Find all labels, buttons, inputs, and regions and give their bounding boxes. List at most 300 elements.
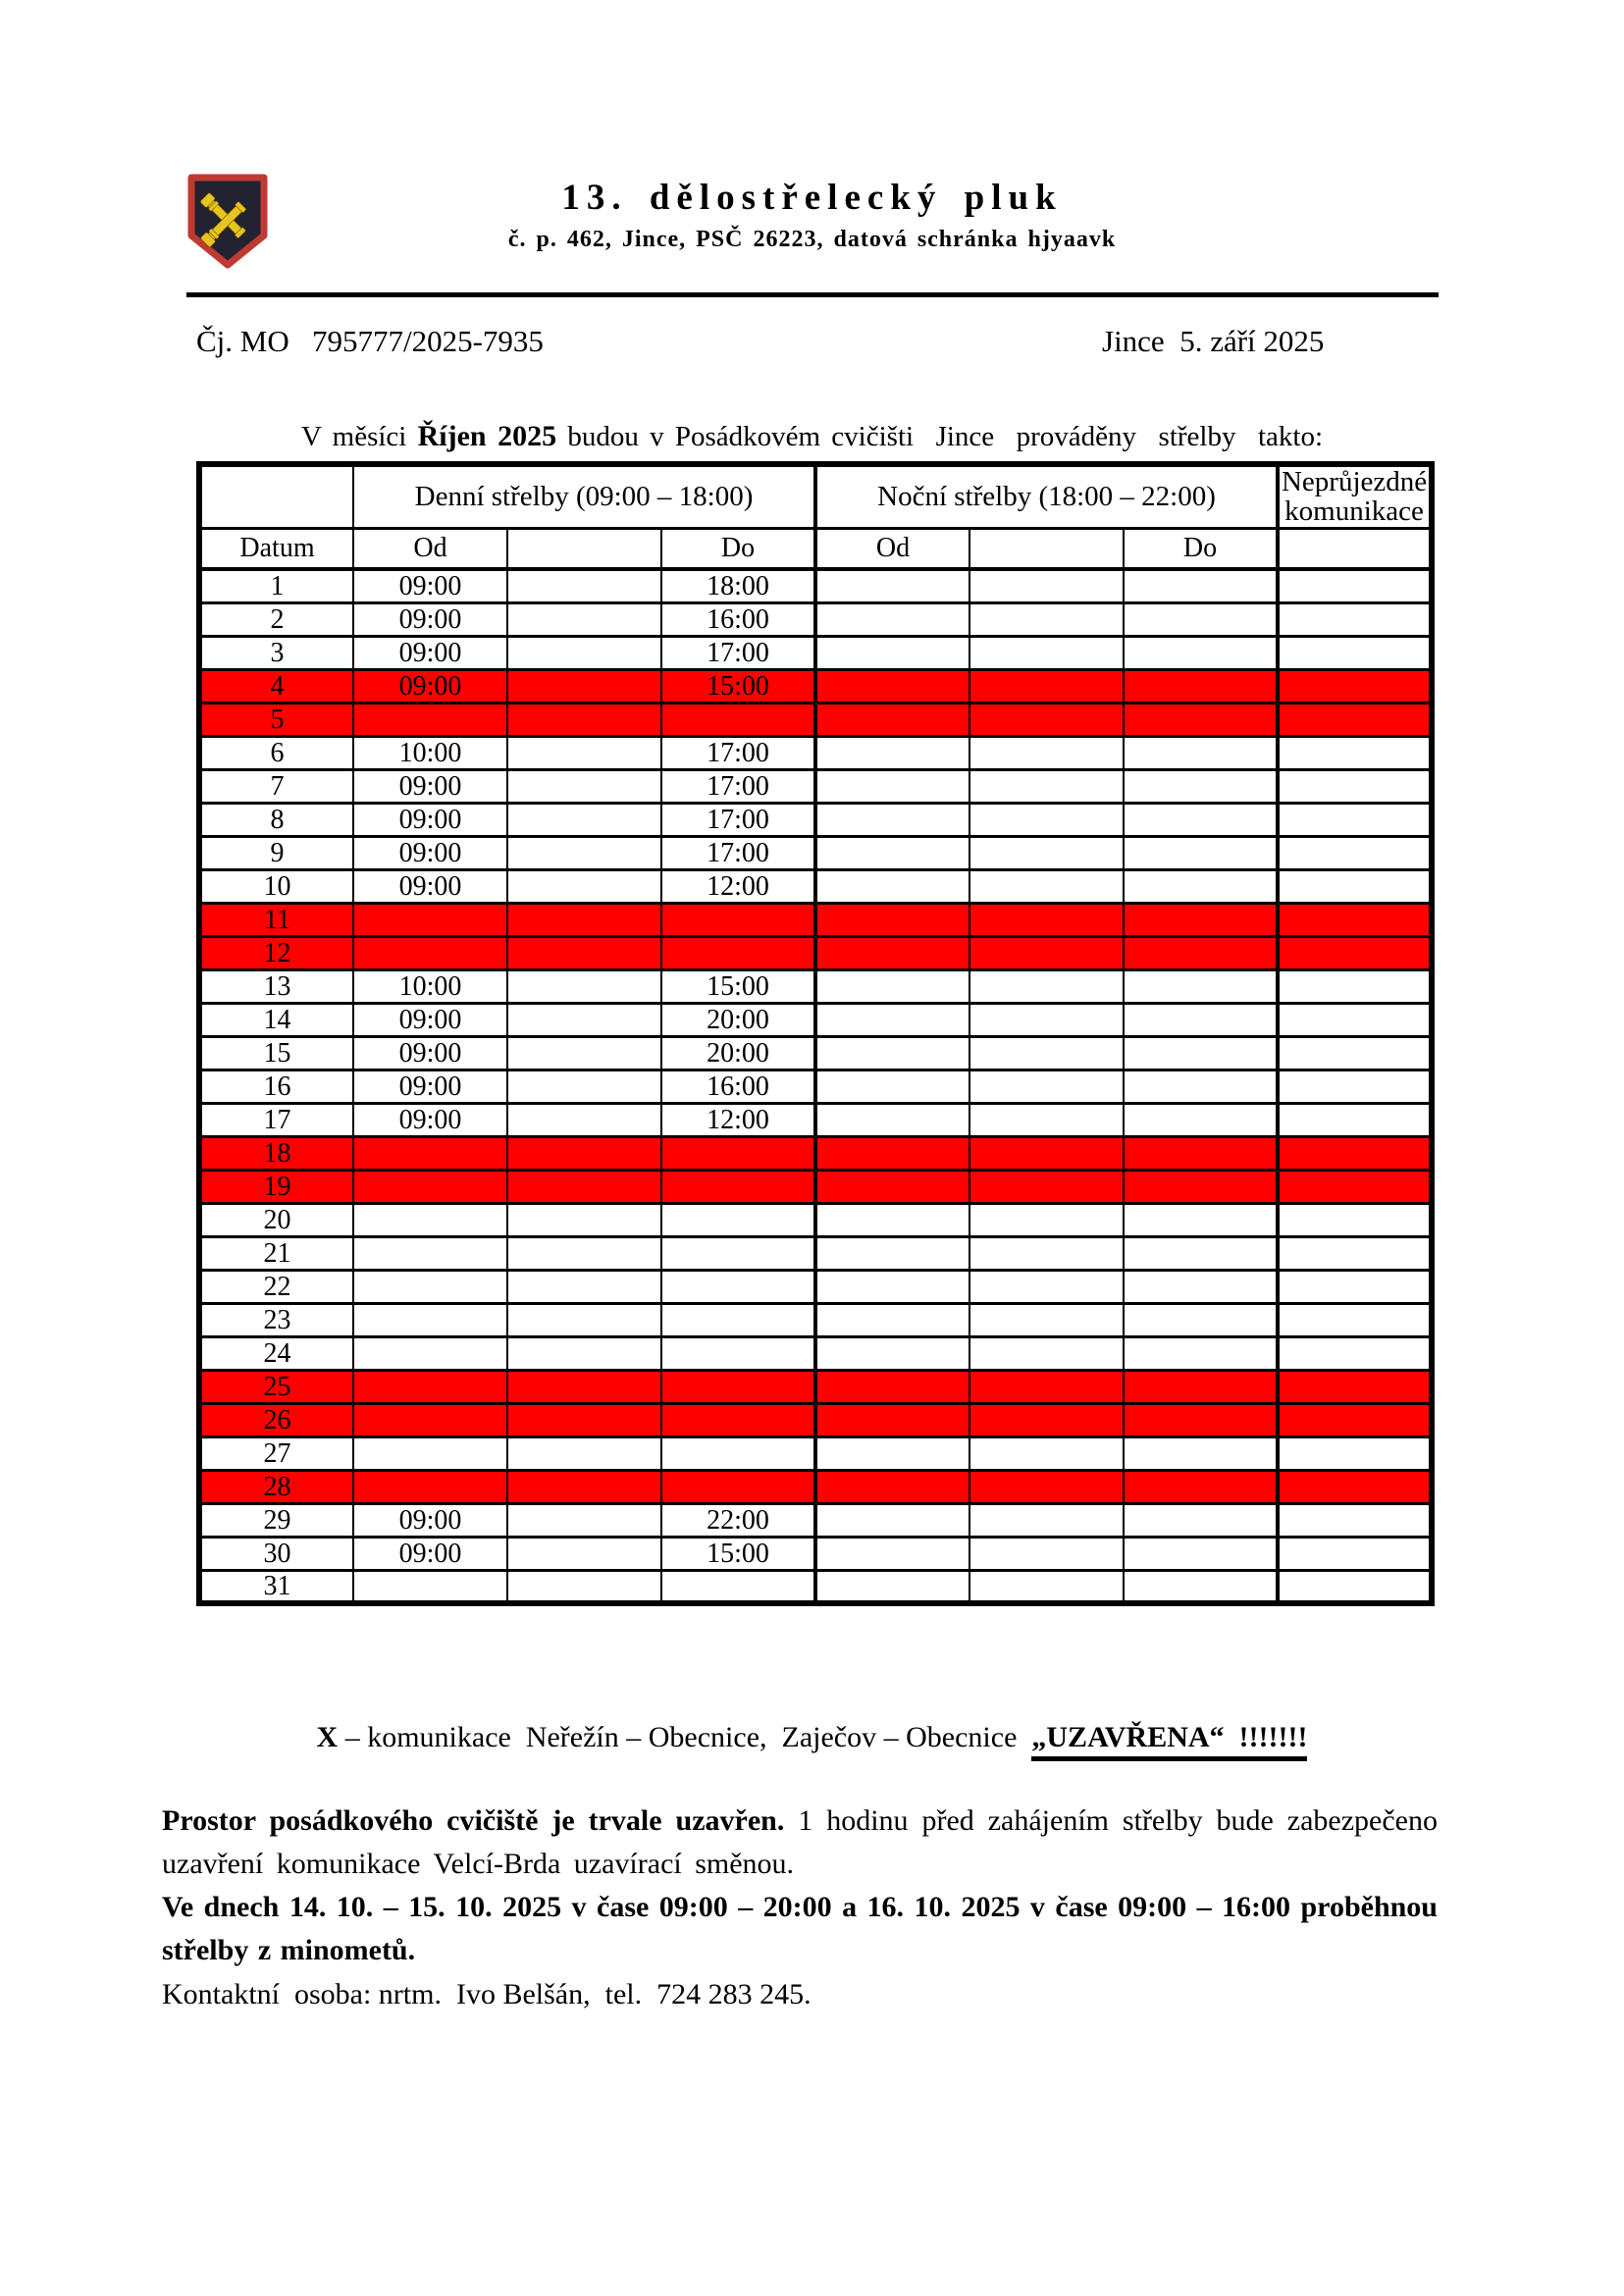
date-cell: 31 [199, 1570, 353, 1603]
night-od-cell [815, 736, 969, 769]
day-od-cell [353, 1370, 507, 1403]
night-mid-cell [969, 969, 1124, 1003]
date-cell: 11 [199, 903, 353, 936]
table-row [199, 969, 1432, 1003]
day-mid-cell [507, 1503, 661, 1537]
closure-paragraph [162, 1800, 1438, 1886]
day-od-cell [353, 1470, 507, 1503]
table-row [199, 1136, 1432, 1170]
impassable-cell [1278, 803, 1432, 836]
night-do-cell [1124, 1436, 1278, 1470]
date-cell: 7 [199, 769, 353, 803]
impassable-line2: komunikace [1284, 496, 1424, 528]
night-od-cell [815, 602, 969, 636]
date-cell: 17 [199, 1103, 353, 1136]
night-mid-cell [969, 1203, 1124, 1236]
night-mid-cell [969, 636, 1124, 669]
night-mid-cell [969, 1436, 1124, 1470]
night-od-cell [815, 636, 969, 669]
night-do-cell [1124, 936, 1278, 969]
night-do-cell [1124, 736, 1278, 769]
impassable-cell [1278, 602, 1432, 636]
night-mid-cell [969, 1470, 1124, 1503]
night-od-cell [815, 1370, 969, 1403]
date-cell: 5 [199, 703, 353, 736]
impassable-cell [1278, 1136, 1432, 1170]
night-do-cell [1124, 569, 1278, 602]
day-od-cell [353, 1170, 507, 1203]
night-od-cell [815, 969, 969, 1003]
impassable-cell [1278, 1503, 1432, 1537]
header-rule [186, 292, 1439, 297]
date-cell: 24 [199, 1336, 353, 1370]
table-row [199, 669, 1432, 703]
table-row [199, 736, 1432, 769]
impassable-cell [1278, 869, 1432, 903]
impassable-cell [1278, 1370, 1432, 1403]
night-od-header: Od [815, 528, 969, 569]
night-od-cell [815, 1537, 969, 1570]
day-od-cell [353, 1136, 507, 1170]
day-do-cell [661, 1236, 815, 1270]
night-mid-cell [969, 803, 1124, 836]
impassable-roads-header [1278, 464, 1432, 528]
night-mid-cell [969, 569, 1124, 602]
day-do-cell: 22:00 [661, 1503, 815, 1537]
contact-line: Kontaktní osoba: nrtm. Ivo Belšán, tel. 724 283 245. [162, 1978, 812, 2010]
day-mid-cell [507, 1203, 661, 1236]
night-do-cell [1124, 769, 1278, 803]
night-od-cell [815, 569, 969, 602]
night-od-cell [815, 1036, 969, 1070]
day-od-cell [353, 1303, 507, 1336]
day-mid-cell [507, 669, 661, 703]
table-row [199, 1336, 1432, 1370]
day-mid-cell [507, 1370, 661, 1403]
impassable-cell [1278, 1436, 1432, 1470]
table-row [199, 1203, 1432, 1236]
day-od-cell: 09:00 [353, 1036, 507, 1070]
night-mid-cell [969, 703, 1124, 736]
day-od-cell [353, 1570, 507, 1603]
night-mid-cell [969, 1537, 1124, 1570]
night-od-cell [815, 1503, 969, 1537]
table-row [199, 903, 1432, 936]
table-row [199, 1070, 1432, 1103]
day-mid-cell [507, 1236, 661, 1270]
day-do-cell [661, 1370, 815, 1403]
day-do-cell [661, 1470, 815, 1503]
impassable-cell [1278, 1336, 1432, 1370]
night-mid-cell [969, 936, 1124, 969]
day-od-cell [353, 936, 507, 969]
day-mid-cell [507, 1070, 661, 1103]
impassable-cell [1278, 769, 1432, 803]
day-do-cell [661, 1136, 815, 1170]
table-row [199, 1170, 1432, 1203]
day-mid-cell [507, 1270, 661, 1303]
night-mid-cell [969, 1270, 1124, 1303]
intro-prefix: V měsíci [300, 421, 418, 452]
table-row [199, 769, 1432, 803]
night-do-header: Do [1124, 528, 1278, 569]
day-mid-cell [507, 1170, 661, 1203]
night-od-cell [815, 769, 969, 803]
day-od-cell: 09:00 [353, 803, 507, 836]
day-do-cell [661, 1203, 815, 1236]
day-do-cell: 16:00 [661, 1070, 815, 1103]
schedule-table-wrapper [196, 461, 1435, 1606]
night-od-cell [815, 903, 969, 936]
impassable-cell [1278, 936, 1432, 969]
date-cell: 12 [199, 936, 353, 969]
date-cell: 2 [199, 602, 353, 636]
table-row [199, 869, 1432, 903]
day-od-cell: 10:00 [353, 736, 507, 769]
night-od-cell [815, 1336, 969, 1370]
x-symbol: X [316, 1721, 339, 1753]
night-do-cell [1124, 1470, 1278, 1503]
table-row [199, 936, 1432, 969]
night-od-cell [815, 703, 969, 736]
day-do-cell [661, 1336, 815, 1370]
day-mid-cell [507, 1403, 661, 1436]
day-od-cell [353, 1403, 507, 1436]
night-do-cell [1124, 1403, 1278, 1436]
date-cell: 16 [199, 1070, 353, 1103]
night-mid-cell [969, 1336, 1124, 1370]
day-od-cell [353, 1203, 507, 1236]
day-do-cell: 15:00 [661, 1537, 815, 1570]
night-mid-cell [969, 1570, 1124, 1603]
night-mid-cell [969, 869, 1124, 903]
date-cell: 22 [199, 1270, 353, 1303]
day-mid-cell [507, 1003, 661, 1036]
date-cell: 4 [199, 669, 353, 703]
table-row [199, 1036, 1432, 1070]
night-od-cell [815, 1103, 969, 1136]
date-cell: 21 [199, 1236, 353, 1270]
day-od-cell: 09:00 [353, 569, 507, 602]
table-row [199, 1436, 1432, 1470]
table-row [199, 1270, 1432, 1303]
day-od-header: Od [353, 528, 507, 569]
day-do-cell [661, 1303, 815, 1336]
date-cell: 23 [199, 1303, 353, 1336]
night-mid-cell [969, 769, 1124, 803]
intro-month: Říjen 2025 [417, 420, 557, 452]
day-mid-cell [507, 736, 661, 769]
night-do-cell [1124, 1103, 1278, 1136]
table-row [199, 1370, 1432, 1403]
date-cell: 19 [199, 1170, 353, 1203]
impassable-cell [1278, 1236, 1432, 1270]
day-mid-cell [507, 836, 661, 869]
table-row [199, 1403, 1432, 1436]
night-do-cell [1124, 636, 1278, 669]
day-do-cell: 18:00 [661, 569, 815, 602]
night-od-cell [815, 1436, 969, 1470]
place-and-date: Jince 5. září 2025 [1102, 324, 1325, 358]
day-mid-cell [507, 1303, 661, 1336]
closure-rest: 1 hodinu před zahájením střelby bude zabezpečeno uzavření komunikace Velcí-Brda uzavírací směnou. [162, 1804, 1438, 1880]
impassable-cell [1278, 569, 1432, 602]
impassable-cell [1278, 1303, 1432, 1336]
date-cell: 18 [199, 1136, 353, 1170]
night-mid-cell [969, 1236, 1124, 1270]
table-row [199, 836, 1432, 869]
night-do-cell [1124, 1236, 1278, 1270]
date-cell: 1 [199, 569, 353, 602]
night-do-cell [1124, 1570, 1278, 1603]
night-shooting-header: Noční střelby (18:00 – 22:00) [815, 464, 1278, 528]
date-cell: 14 [199, 1003, 353, 1036]
day-od-cell: 09:00 [353, 1003, 507, 1036]
day-od-cell [353, 1436, 507, 1470]
schedule-table-body [199, 569, 1432, 1603]
night-mid-cell [969, 1036, 1124, 1070]
closure-bold: Prostor posádkového cvičiště je trvale uzavřen. [162, 1804, 785, 1837]
day-od-cell: 09:00 [353, 669, 507, 703]
day-od-cell: 09:00 [353, 636, 507, 669]
day-do-cell [661, 1570, 815, 1603]
intro-line [0, 420, 1624, 453]
night-do-cell [1124, 1136, 1278, 1170]
day-mid-cell [507, 769, 661, 803]
day-do-cell: 16:00 [661, 602, 815, 636]
day-od-cell: 09:00 [353, 1537, 507, 1570]
day-mid-cell [507, 969, 661, 1003]
night-do-cell [1124, 1370, 1278, 1403]
day-do-cell [661, 1270, 815, 1303]
night-mid-cell [969, 1170, 1124, 1203]
table-row [199, 1236, 1432, 1270]
date-cell: 6 [199, 736, 353, 769]
table-group-header-row [199, 464, 1432, 528]
night-do-cell [1124, 1336, 1278, 1370]
impassable-cell [1278, 1470, 1432, 1503]
impassable-cell [1278, 703, 1432, 736]
table-subheader-row [199, 528, 1432, 569]
night-do-cell [1124, 1070, 1278, 1103]
night-mid-cell [969, 602, 1124, 636]
impassable-cell [1278, 1070, 1432, 1103]
night-od-cell [815, 869, 969, 903]
day-do-cell [661, 936, 815, 969]
day-do-cell [661, 903, 815, 936]
day-shooting-header: Denní střelby (09:00 – 18:00) [353, 464, 815, 528]
night-do-cell [1124, 869, 1278, 903]
day-do-cell: 15:00 [661, 969, 815, 1003]
schedule-table [196, 461, 1435, 1606]
night-od-cell [815, 1003, 969, 1036]
impassable-cell [1278, 1270, 1432, 1303]
day-od-cell [353, 1236, 507, 1270]
night-do-cell [1124, 1003, 1278, 1036]
table-row [199, 1103, 1432, 1136]
intro-suffix: budou v Posádkovém cvičišti Jince prováděny střelby takto: [556, 421, 1324, 452]
regiment-title: 13. dělostřelecký pluk [561, 178, 1063, 218]
day-do-cell [661, 1170, 815, 1203]
day-do-cell: 12:00 [661, 869, 815, 903]
night-mid-cell [969, 836, 1124, 869]
day-mid-cell [507, 903, 661, 936]
date-cell: 13 [199, 969, 353, 1003]
day-od-cell: 09:00 [353, 1070, 507, 1103]
impassable-cell [1278, 636, 1432, 669]
night-mid-cell [969, 1303, 1124, 1336]
impassable-cell [1278, 1203, 1432, 1236]
night-do-cell [1124, 836, 1278, 869]
night-do-cell [1124, 669, 1278, 703]
date-cell: 28 [199, 1470, 353, 1503]
day-od-cell [353, 903, 507, 936]
night-do-cell [1124, 1270, 1278, 1303]
date-cell: 30 [199, 1537, 353, 1570]
night-do-cell [1124, 1303, 1278, 1336]
corner-blank-cell [199, 464, 353, 528]
night-do-cell [1124, 1537, 1278, 1570]
regiment-address: č. p. 462, Jince, PSČ 26223, datová schránka hjyaavk [507, 227, 1117, 252]
night-od-cell [815, 669, 969, 703]
night-mid-cell [969, 669, 1124, 703]
impassable-cell [1278, 1403, 1432, 1436]
impassable-cell [1278, 1003, 1432, 1036]
night-od-cell [815, 1470, 969, 1503]
day-od-cell [353, 1336, 507, 1370]
date-cell: 10 [199, 869, 353, 903]
impassable-cell [1278, 1537, 1432, 1570]
date-cell: 26 [199, 1403, 353, 1436]
day-od-cell: 09:00 [353, 869, 507, 903]
day-do-cell: 15:00 [661, 669, 815, 703]
night-do-cell [1124, 1503, 1278, 1537]
table-row [199, 1537, 1432, 1570]
table-row [199, 602, 1432, 636]
day-od-cell: 09:00 [353, 1503, 507, 1537]
date-cell: 29 [199, 1503, 353, 1537]
day-mid-header [507, 528, 661, 569]
night-do-cell [1124, 703, 1278, 736]
day-do-cell: 20:00 [661, 1003, 815, 1036]
night-mid-cell [969, 736, 1124, 769]
info-paragraphs [162, 1800, 1438, 1972]
day-od-cell: 10:00 [353, 969, 507, 1003]
table-row [199, 636, 1432, 669]
night-od-cell [815, 1303, 969, 1336]
night-do-cell [1124, 602, 1278, 636]
day-do-cell: 17:00 [661, 836, 815, 869]
header-title-block [0, 177, 1624, 253]
day-mid-cell [507, 1436, 661, 1470]
day-do-cell: 20:00 [661, 1036, 815, 1070]
day-do-cell [661, 703, 815, 736]
table-row [199, 1570, 1432, 1603]
day-mid-cell [507, 1136, 661, 1170]
day-do-cell: 12:00 [661, 1103, 815, 1136]
day-od-cell: 09:00 [353, 1103, 507, 1136]
night-mid-header [969, 528, 1124, 569]
day-do-cell: 17:00 [661, 636, 815, 669]
day-od-cell [353, 703, 507, 736]
day-do-cell [661, 1436, 815, 1470]
night-od-cell [815, 1270, 969, 1303]
day-do-cell: 17:00 [661, 769, 815, 803]
impassable-cell [1278, 903, 1432, 936]
night-od-cell [815, 1570, 969, 1603]
night-mid-cell [969, 1103, 1124, 1136]
impassable-cell [1278, 969, 1432, 1003]
day-mid-cell [507, 1570, 661, 1603]
table-row [199, 803, 1432, 836]
impassable-cell [1278, 1570, 1432, 1603]
day-od-cell: 09:00 [353, 602, 507, 636]
impassable-cell [1278, 1103, 1432, 1136]
table-row [199, 1503, 1432, 1537]
night-od-cell [815, 1236, 969, 1270]
day-mid-cell [507, 1537, 661, 1570]
night-mid-cell [969, 1503, 1124, 1537]
impassable-subheader-blank [1278, 528, 1432, 569]
date-cell: 20 [199, 1203, 353, 1236]
day-mid-cell [507, 636, 661, 669]
night-od-cell [815, 1203, 969, 1236]
day-mid-cell [507, 602, 661, 636]
night-mid-cell [969, 1070, 1124, 1103]
date-cell: 3 [199, 636, 353, 669]
night-od-cell [815, 836, 969, 869]
table-row [199, 569, 1432, 602]
impassable-cell [1278, 836, 1432, 869]
night-od-cell [815, 936, 969, 969]
night-od-cell [815, 1070, 969, 1103]
night-do-cell [1124, 903, 1278, 936]
impassable-line1: Neprůjezdné [1281, 466, 1428, 497]
table-row [199, 1470, 1432, 1503]
date-cell: 9 [199, 836, 353, 869]
night-mid-cell [969, 1403, 1124, 1436]
closed-road-note [0, 1721, 1624, 1754]
night-mid-cell [969, 903, 1124, 936]
day-mid-cell [507, 1103, 661, 1136]
day-do-cell: 17:00 [661, 803, 815, 836]
date-cell: 25 [199, 1370, 353, 1403]
impassable-cell [1278, 1036, 1432, 1070]
day-od-cell: 09:00 [353, 769, 507, 803]
day-mid-cell [507, 569, 661, 602]
x-note-body: – komunikace Neřežín – Obecnice, Zaječov – Obecnice [338, 1721, 1032, 1753]
day-od-cell [353, 1270, 507, 1303]
table-row [199, 1003, 1432, 1036]
night-do-cell [1124, 803, 1278, 836]
closed-emphasis: „UZAVŘENA“ !!!!!!! [1031, 1721, 1307, 1761]
night-od-cell [815, 1403, 969, 1436]
night-od-cell [815, 803, 969, 836]
day-do-header: Do [661, 528, 815, 569]
day-od-cell: 09:00 [353, 836, 507, 869]
table-row [199, 1303, 1432, 1336]
night-do-cell [1124, 1170, 1278, 1203]
datum-header: Datum [199, 528, 353, 569]
day-mid-cell [507, 869, 661, 903]
day-mid-cell [507, 1036, 661, 1070]
table-row [199, 703, 1432, 736]
impassable-cell [1278, 736, 1432, 769]
day-mid-cell [507, 1470, 661, 1503]
day-mid-cell [507, 936, 661, 969]
night-od-cell [815, 1136, 969, 1170]
impassable-cell [1278, 1170, 1432, 1203]
